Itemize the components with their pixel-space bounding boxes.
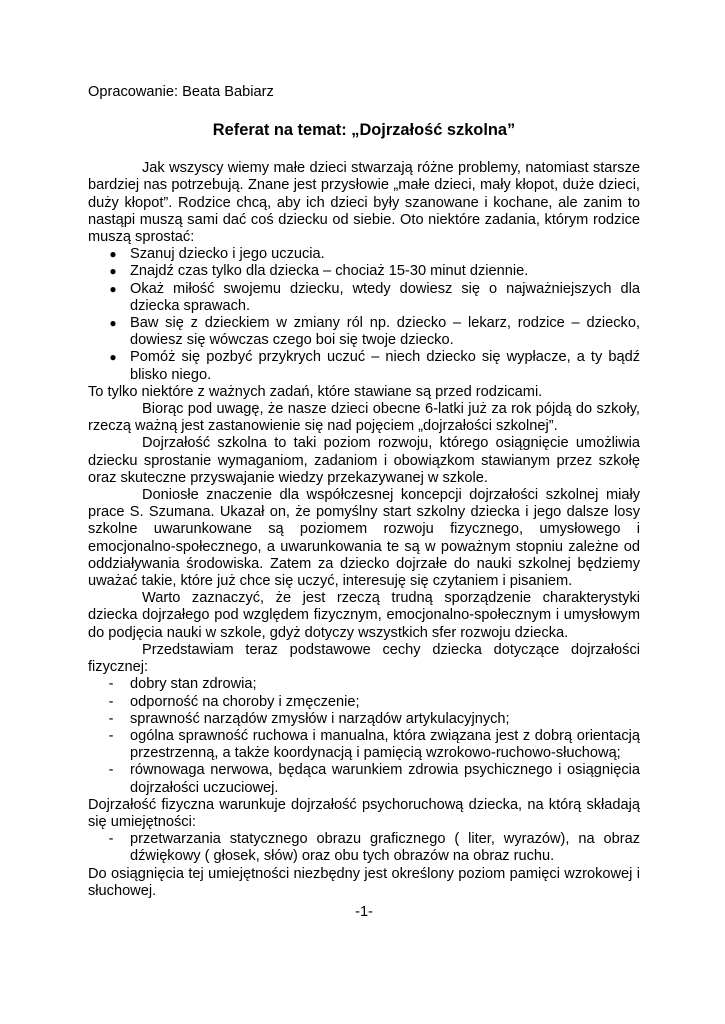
author-line: Opracowanie: Beata Babiarz (88, 84, 274, 100)
bullet-icon: ● (109, 281, 117, 296)
list-item: ● Szanuj dziecko i jego uczucia. (106, 246, 640, 263)
paragraph-szuman: Doniosłe znaczenie dla współczesnej koncepcji dojrzałości szkolnej miały prace S. Szumana. Ukazał on, że pomyślny start szkolny dziecka i jego dalsze losy szkolne uwarunkowane są poziomem rozwoju fizycznego, umysłowego i emocjonalno-społecznego, a uwarunkowania te są w poważnym stopniu zależne od oddziaływania środowiska. Zatem za dziecko dojrzałe do nauki szkolnej będziemy uważać takie, które już chce się uczyć, interesuję się czytaniem i pisaniem. (88, 487, 640, 590)
document-title: Referat na temat: „Dojrzałość szkolna” (212, 121, 516, 140)
dash-marker: - (108, 762, 114, 779)
paragraph-characteristics: Warto zaznaczyć, że jest rzeczą trudną sporządzenie charakterystyki dziecka dojrzałego pod względem fizycznym, emocjonalno-społecznym i umysłowym do podjęcia nauki w szkole, gdyż dotyczy wszystkich sfer rozwoju dziecka. (88, 590, 640, 641)
paragraph-intro: Jak wszyscy wiemy małe dzieci stwarzają różne problemy, natomiast starsze bardziej nas potrzebują. Znane jest przysłowie „małe dzieci, mały kłopot, duże dzieci, duży kłopot”. Rodzice chcą, aby ich dzieci były szanowane i kochane, ale zanim to nastąpi muszą sami dać coś dziecku od siebie. Oto niektóre zadania, którym rodzice muszą sprostać: (88, 160, 640, 246)
list-item: ● Znajdź czas tylko dla dziecka – chociaż 15-30 minut dziennie. (106, 263, 640, 280)
bullet-icon: ● (109, 264, 117, 279)
dash-marker: - (108, 676, 114, 693)
list-item: - przetwarzania statycznego obrazu graficznego ( liter, wyrazów), na obraz dźwiękowy ( głosek, słów) oraz obu tych obrazów na obraz ruchu. (106, 831, 640, 865)
paragraph-memory: Do osiągnięcia tej umiejętności niezbędny jest określony poziom pamięci wzrokowej i słuchowej. (88, 865, 640, 899)
list-item: - odporność na choroby i zmęczenie; (106, 694, 640, 711)
paragraph-psychomotor: Dojrzałość fizyczna warunkuje dojrzałość psychoruchową dziecka, na którą składają się umiejętności: (88, 796, 640, 830)
paragraph-definition: Dojrzałość szkolna to taki poziom rozwoju, którego osiągnięcie umożliwia dziecku sprostanie wymaganiom, zadaniom i obowiązkom stawianym przez szkołę oraz skuteczne przyswajanie wiedzy przekazywanej w szkole. (88, 435, 640, 486)
list-item: - dobry stan zdrowia; (106, 676, 640, 693)
skills-list (88, 831, 640, 865)
list-item: ● Okaż miłość swojemu dziecku, wtedy dowiesz się o najważniejszych dla dziecka sprawach. (106, 281, 640, 315)
list-item: ● Baw się z dzieckiem w zmiany ról np. dziecko – lekarz, rodzice – dziecko, dowiesz się wówczas czego boi się twoje dziecko. (106, 315, 640, 349)
bullet-icon: ● (109, 316, 117, 331)
paragraph-tasks-summary: To tylko niektóre z ważnych zadań, które stawiane są przed rodzicami. (88, 383, 543, 400)
document-page (88, 84, 640, 921)
dash-marker: - (108, 727, 114, 744)
physical-traits-list (88, 676, 640, 796)
list-item: - równowaga nerwowa, będąca warunkiem zdrowia psychicznego i osiągnięcia dojrzałości uczuciowej. (106, 762, 640, 796)
bullet-icon: ● (109, 350, 117, 365)
paragraph-physical-intro: Przedstawiam teraz podstawowe cechy dziecka dotyczące dojrzałości fizycznej: (88, 641, 640, 676)
dash-marker: - (108, 693, 114, 710)
list-item: - ogólna sprawność ruchowa i manualna, która związana jest z dobrą orientacją przestrzenną, a także koordynacją i pamięcią wzrokowo-ruchowo-słuchową; (106, 728, 640, 762)
tasks-bullet-list (88, 246, 640, 384)
paragraph-six-year-olds: Biorąc pod uwagę, że nasze dzieci obecne 6-latki już za rok pójdą do szkoły, rzeczą ważną jest zastanowienie się nad pojęciem „dojrzałości szkolnej”. (88, 401, 640, 435)
list-item: - sprawność narządów zmysłów i narządów artykulacyjnych; (106, 711, 640, 728)
list-item: ● Pomóż się pozbyć przykrych uczuć – niech dziecko się wypłacze, a ty bądź blisko niego. (106, 349, 640, 383)
dash-marker: - (108, 831, 114, 848)
bullet-icon: ● (109, 247, 117, 262)
dash-marker: - (108, 710, 114, 727)
page-number: -1- (355, 903, 373, 920)
